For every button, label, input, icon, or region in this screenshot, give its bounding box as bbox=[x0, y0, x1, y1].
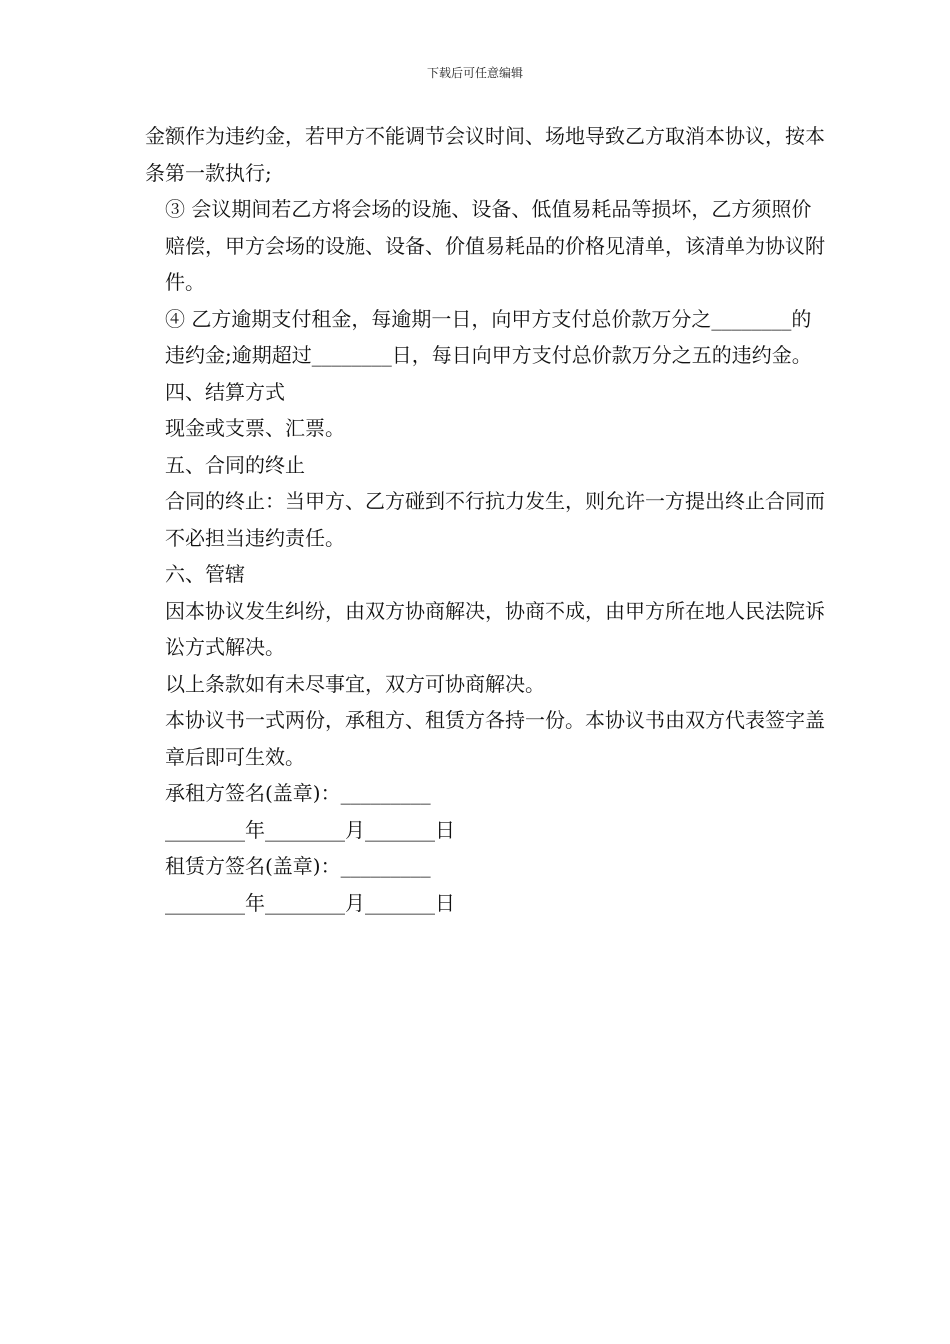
paragraph-copies: 本协议书一式两份，承租方、租赁方各持一份。本协议书由双方代表签字盖章后即可生效。 bbox=[165, 708, 825, 769]
paragraph-termination: 合同的终止：当甲方、乙方碰到不行抗力发生，则允许一方提出终止合同而不必担当违约责任。 bbox=[165, 489, 825, 550]
page-header-note: 下载后可任意编辑 bbox=[426, 66, 523, 80]
section-heading-termination: 五、合同的终止 bbox=[165, 452, 305, 477]
section-heading-settlement: 四、结算方式 bbox=[165, 379, 285, 404]
section-heading-jurisdiction: 六、管辖 bbox=[165, 562, 245, 586]
paragraph-jurisdiction: 因本协议发生纠纷，由双方协商解决，协商不成，由甲方所在地人民法院诉讼方式解决。 bbox=[165, 598, 825, 659]
document-body bbox=[145, 118, 825, 921]
date-line-lessee: ________年________月_______日 bbox=[165, 817, 455, 842]
paragraph-unfinished-matters: 以上条款如有未尽事宜，双方可协商解决。 bbox=[165, 671, 545, 696]
paragraph-clause-3-damage: ③ 会议期间若乙方将会场的设施、设备、低值易耗品等损坏，乙方须照价赔偿，甲方会场的设施、设备、价值易耗品的价格见清单，该清单为协议附件。 bbox=[165, 197, 825, 294]
signature-lessor: 租赁方签名(盖章)：_________ bbox=[165, 854, 431, 878]
signature-lessee: 承租方签名(盖章)：_________ bbox=[165, 781, 431, 805]
date-line-lessor: ________年________月_______日 bbox=[165, 890, 455, 915]
paragraph-penalty-amount: 金额作为违约金，若甲方不能调节会议时间、场地导致乙方取消本协议，按本条第一款执行; bbox=[145, 124, 825, 185]
paragraph-clause-4-late-payment: ④ 乙方逾期支付租金，每逾期一日，向甲方支付总价款万分之________的违约金;逾期超过________日，每日向甲方支付总价款万分之五的违约金。 bbox=[165, 306, 812, 367]
paragraph-settlement-method: 现金或支票、汇票。 bbox=[165, 416, 345, 440]
